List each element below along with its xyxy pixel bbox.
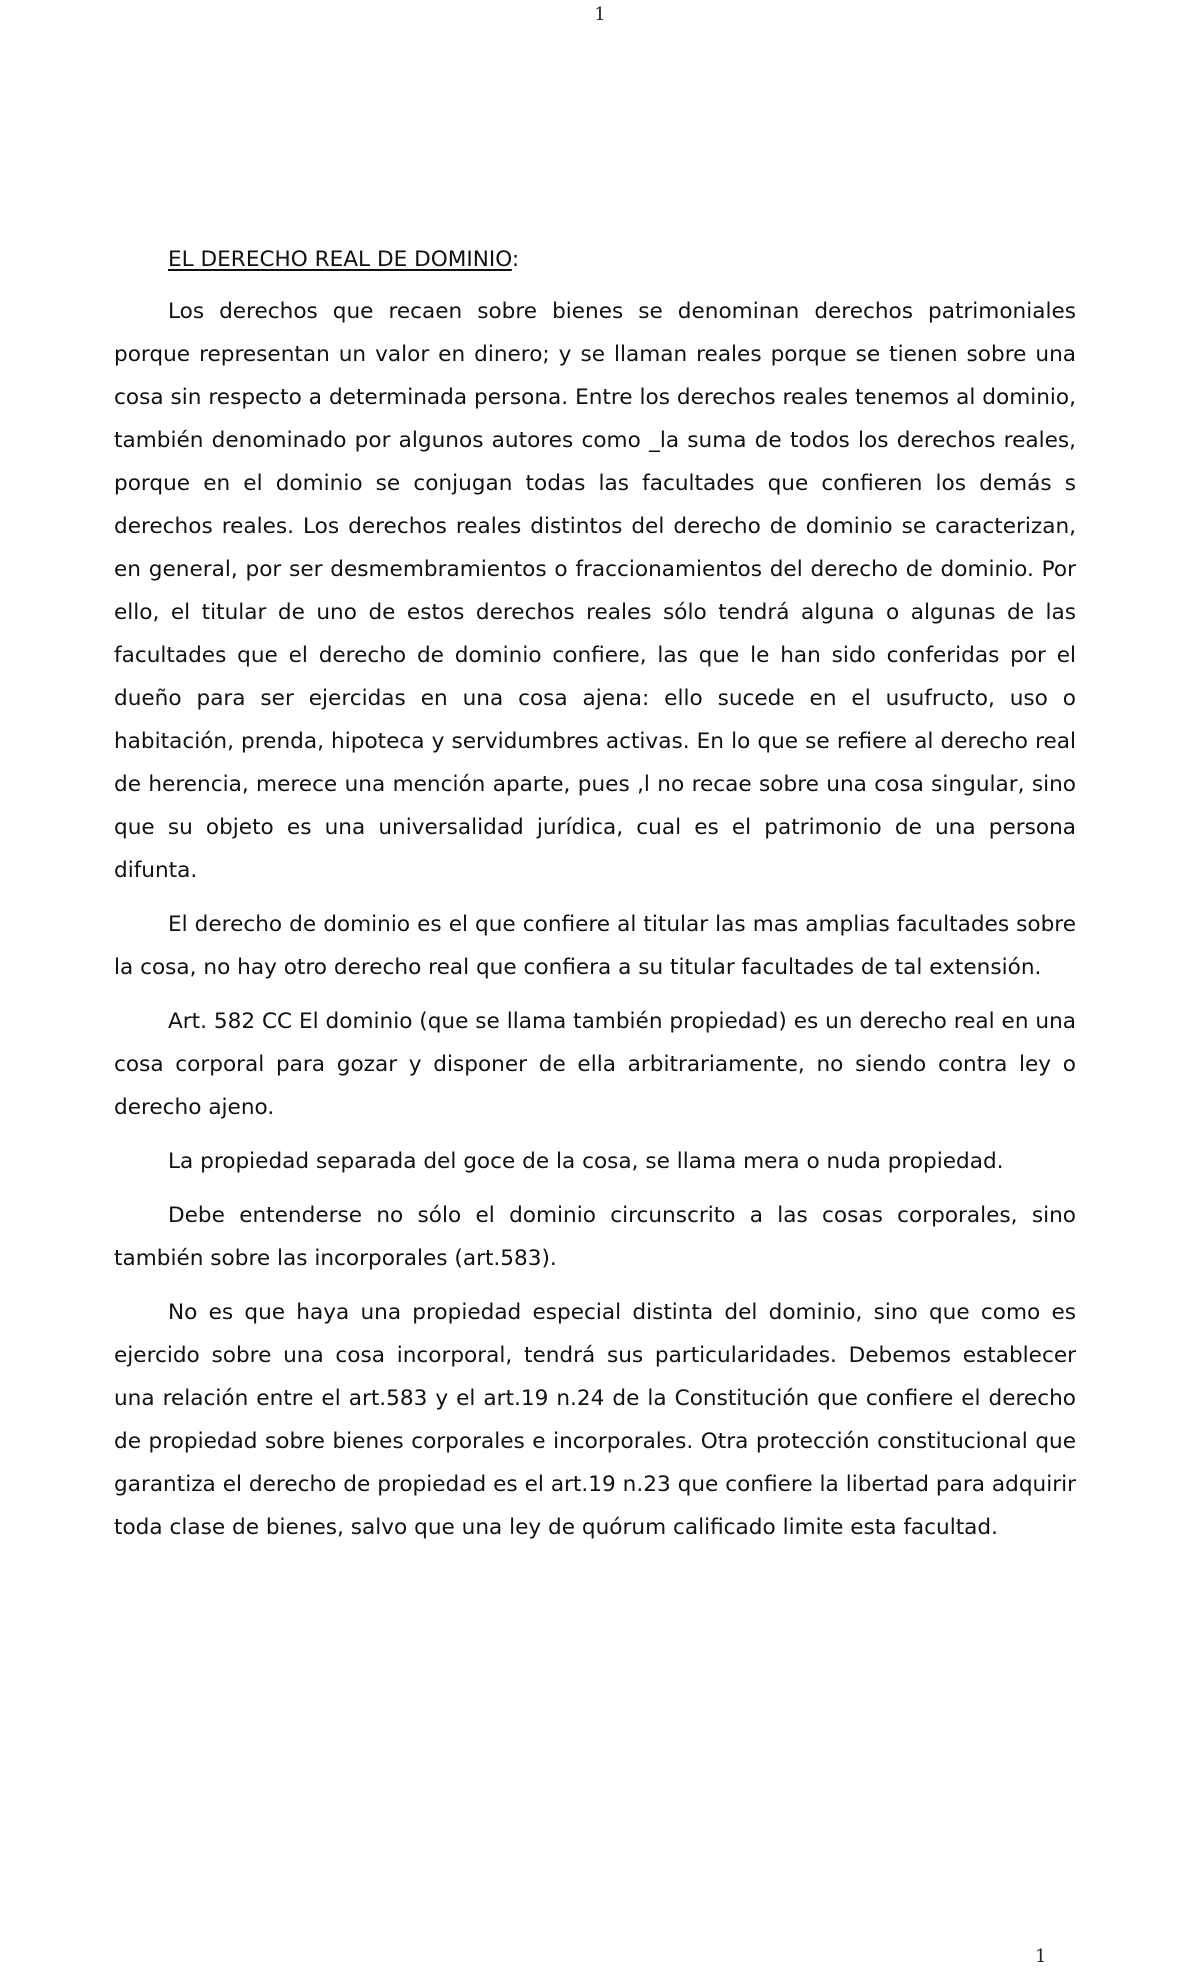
paragraph-constitucion: No es que haya una propiedad especial distinta del dominio, sino que como es ejercido sobre una cosa incorporal, tendrá sus particularidades. Debemos establecer una relación entre el art.583 y el art.19 n.24 de la Constitución que confiere el derecho de propiedad sobre bienes corporales e incorporales. Otra protección constitucional que garantiza el derecho de propiedad es el art.19 n.23 que confiere la libertad para adquirir toda clase de bienes, salvo que una ley de quórum calificado limite esta facultad.: [114, 1300, 1076, 1540]
document-body: [114, 238, 1076, 1560]
section-heading-suffix: :: [511, 247, 520, 272]
paragraph-nuda-propiedad: La propiedad separada del goce de la cosa, se llama mera o nuda propiedad.: [168, 1149, 1004, 1174]
paragraph-art-582: Art. 582 CC El dominio (que se llama también propiedad) es un derecho real en una cosa corporal para gozar y disponer de ella arbitrariamente, no siendo contra ley o derecho ajeno.: [114, 1009, 1076, 1120]
section-heading-title: EL DERECHO REAL DE DOMINIO: [168, 247, 512, 272]
page-number-bottom: 1: [1035, 1946, 1047, 1967]
page-number-top: 1: [594, 4, 606, 25]
paragraph-cosas-incorporales: Debe entenderse no sólo el dominio circunscrito a las cosas corporales, sino también sobre las incorporales (art.583).: [114, 1203, 1076, 1271]
paragraph-derecho-dominio: El derecho de dominio es el que confiere al titular las mas amplias facultades sobre la cosa, no hay otro derecho real que confiera a su titular facultades de tal extensión.: [114, 912, 1076, 980]
paragraph-derechos-reales: Los derechos que recaen sobre bienes se denominan derechos patrimoniales porque representan un valor en dinero; y se llaman reales porque se tienen sobre una cosa sin respecto a determinada persona. Entre los derechos reales tenemos al dominio, también denominado por algunos autores como _la suma de todos los derechos reales, porque en el dominio se conjugan todas las facultades que confieren los demás s derechos reales. Los derechos reales distintos del derecho de dominio se caracterizan, en general, por ser desmembramientos o fraccionamientos del derecho de dominio. Por ello, el titular de uno de estos derechos reales sólo tendrá alguna o algunas de las facultades que el derecho de dominio confiere, las que le han sido conferidas por el dueño para ser ejercidas en una cosa ajena: ello sucede en el usufructo, uso o habitación, prenda, hipoteca y servidumbres activas. En lo que se refiere al derecho real de herencia, merece una mención aparte, pues ,l no recae sobre una cosa singular, sino que su objeto es una universalidad jurídica, cual es el patrimonio de una persona difunta.: [114, 299, 1076, 883]
section-heading: [114, 238, 1076, 281]
